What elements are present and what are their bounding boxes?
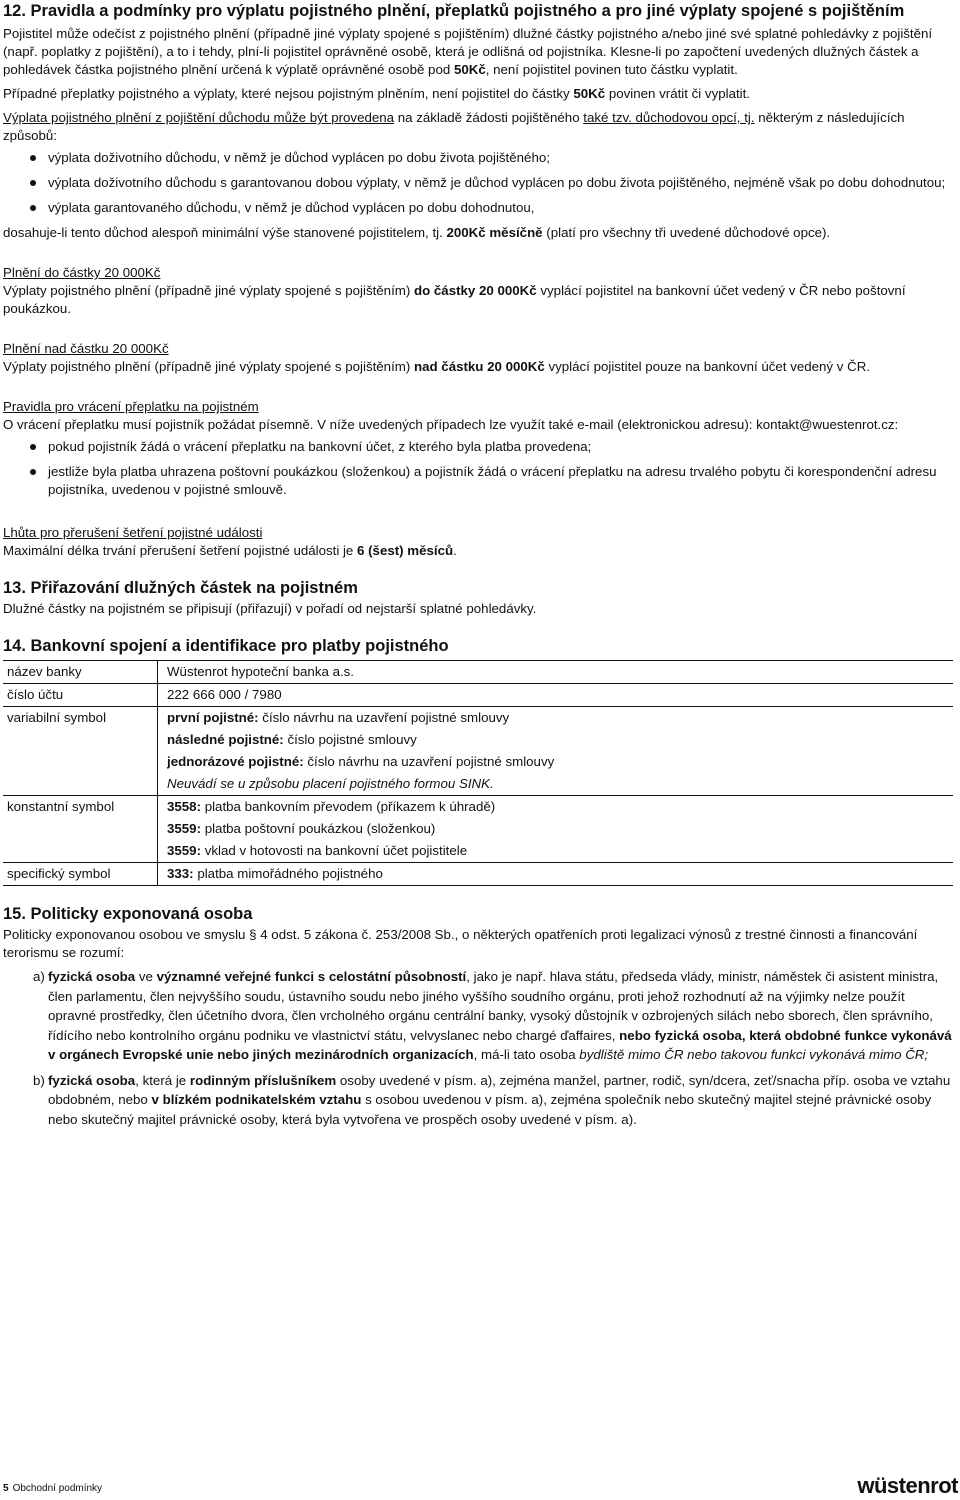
specific-symbol-label: specifický symbol [3, 863, 158, 886]
table-row [3, 684, 953, 707]
list-item: pokud pojistník žádá o vrácení přeplatku na bankovní účet, z kterého byla platba provedena; [3, 438, 955, 456]
sec12-paragraph-4: dosahuje-li tento důchod alespoň minimální výše stanovené pojistitelem, tj. 200Kč měsíčně (platí pro všechny tři uvedené důchodové opce). [3, 225, 831, 240]
subsection-text-interruption: Maximální délka trvání přerušení šetření pojistné události je 6 (šest) měsíců. [3, 543, 457, 558]
document-name: Obchodní podmínky [12, 1483, 103, 1494]
sink-note: Neuvádí se u způsobu placení pojistného formou SINK. [167, 776, 494, 791]
list-item: b) fyzická osoba, která je rodinným příslušníkem osoby uvedené v písm. a), zejména manžel, partner, rodič, syn/dcera, zeť/snacha příp. osoba ve vztahu obdobném, nebo v blízkém podnikatelském vztahu s osobou uvedenou v písm. a), zejména společník nebo skutečný majitel stejné právnické osoby nebo skutečný majitel právnické osoby, která byla vytvořena ve prospěch osoby uvedené v písm. a). [33, 1072, 951, 1127]
list-item: výplata doživotního důchodu s garantovanou dobou výplaty, v němž je důchod vyplácen po dobu života pojištěného, nejméně však po dobu dohodnutou; [3, 174, 955, 192]
wuestenrot-logo: wüstenrot [857, 1473, 958, 1498]
section-12-title: 12. Pravidla a podmínky pro výplatu pojistného plnění, přeplatků pojistného a pro jiné výplaty spojené s pojištěním [3, 2, 905, 20]
overpayment-list [3, 438, 955, 499]
document-page [3, 0, 955, 1135]
list-item: jestliže byla platba uhrazena poštovní poukázkou (složenkou) a pojistník žádá o vrácení přeplatku na adresu trvalého pobytu či korespondenční adresu pojistníka, uvedenou v pojistné smlouvě. [3, 463, 955, 499]
page-footer [3, 1483, 102, 1495]
table-row: variabilní symbol první pojistné: číslo návrhu na uzavření pojistné smlouvy [3, 707, 953, 730]
bank-name-value: Wüstenrot hypoteční banka a.s. [158, 661, 954, 684]
list-item: výplata doživotního důchodu, v němž je důchod vyplácen po dobu života pojištěného; [3, 149, 955, 167]
sec15-intro: Politicky exponovanou osobou ve smyslu § 4 odst. 5 zákona č. 253/2008 Sb., o některých opatřeních proti legalizaci výnosů z trestné činnosti a financování terorismu se rozumí: [3, 927, 918, 960]
sec13-text: Dlužné částky na pojistném se připisují (přiřazují) v pořadí od nejstarší splatné pohledávky. [3, 601, 537, 616]
subsection-title-interruption: Lhůta pro přerušení šetření pojistné události [3, 525, 263, 540]
variable-symbol-label: variabilní symbol [3, 707, 158, 730]
sec12-paragraph-3: Výplata pojistného plnění z pojištění důchodu může být provedena na základě žádosti pojištěného také tzv. důchodovou opcí, tj. některým z následujících způsobů: [3, 110, 905, 143]
bank-details-table [3, 660, 953, 886]
bank-name-label: název banky [3, 661, 158, 684]
subsection-text-over-20000: Výplaty pojistného plnění (případně jiné výplaty spojené s pojištěním) nad částku 20 000Kč vyplácí pojistitel pouze na bankovní účet vedený v ČR. [3, 359, 871, 374]
subsection-title-over-20000: Plnění nad částku 20 000Kč [3, 341, 169, 356]
section-15-title: 15. Politicky exponovaná osoba [3, 905, 253, 923]
table-row: jednorázové pojistné: číslo návrhu na uzavření pojistné smlouvy [3, 751, 953, 773]
table-row [3, 773, 953, 796]
table-row: následné pojistné: číslo pojistné smlouvy [3, 729, 953, 751]
table-row: specifický symbol 333: platba mimořádného pojistného [3, 863, 953, 886]
list-item: a) fyzická osoba ve významné veřejné funkci s celostátní působností, jako je např. hlava státu, předseda vlády, ministr, náměstek či asistent ministra, člen parlamentu, člen nejvyššího soudu, ústavního soudu nebo jiného vyššího soudního orgánu, proti jehož rozhodnutí až na výjimky nelze použít opravné prostředky, člen účetního dvora, člen vrcholného orgánu centrální banky, vysoký důstojník v ozbrojených silách nebo sborech, člen správního, řídícího nebo kontrolního orgánu podniku ve vlastnictví státu, velvyslanec nebo chargé ďaffaires, nebo fyzická osoba, která obdobné funkce vykonává v orgánech Evropské unie nebo jiných mezinárodních organizacích, má-li tato osoba bydliště mimo ČR nebo takovou funkci vykonává mimo ČR; [33, 969, 952, 1062]
table-row: konstantní symbol 3558: platba bankovním převodem (příkazem k úhradě) [3, 796, 953, 819]
table-row: 3559: platba poštovní poukázkou (složenkou) [3, 818, 953, 840]
account-number-label: číslo účtu [3, 684, 158, 707]
list-item: výplata garantovaného důchodu, v němž je důchod vyplácen po dobu dohodnutou, [3, 199, 955, 217]
pep-definition-list [3, 967, 955, 1129]
constant-symbol-label: konstantní symbol [3, 796, 158, 819]
subsection-title-overpayment: Pravidla pro vrácení přeplatku na pojistném [3, 399, 259, 414]
subsection-text-overpayment: O vrácení přeplatku musí pojistník požádat písemně. V níže uvedených případech lze využít také e-mail (elektronickou adresu): kontakt@wuestenrot.cz: [3, 417, 899, 432]
account-number-value: 222 666 000 / 7980 [158, 684, 954, 707]
pension-options-list [3, 149, 955, 217]
section-14-title: 14. Bankovní spojení a identifikace pro platby pojistného [3, 637, 449, 655]
table-row: 3559: vklad v hotovosti na bankovní účet pojistitele [3, 840, 953, 863]
subsection-title-up-to-20000: Plnění do částky 20 000Kč [3, 265, 161, 280]
section-13-title: 13. Přiřazování dlužných částek na pojistném [3, 579, 358, 597]
table-row [3, 661, 953, 684]
page-number: 5 [3, 1483, 9, 1494]
sec12-paragraph-1: Pojistitel může odečíst z pojistného plnění (případně jiné výplaty spojené s pojištěním) dlužné částky pojistného a/nebo jiné své splatné pohledávky z pojištění (např. poplatky z pojištění), a to i tehdy, plní-li pojistitel oprávněné osobě, která je odlišná od pojistníka. Klesne-li po započtení uvedených dlužných částek a pohledávek částka pojistného plnění určená k výplatě oprávněné osobě pod 50Kč, není pojistitel povinen tuto částku vyplatit. [3, 26, 933, 77]
subsection-text-up-to-20000: Výplaty pojistného plnění (případně jiné výplaty spojené s pojištěním) do částky 20 000Kč vyplácí pojistitel na bankovní účet vedený v ČR nebo poštovní poukázkou. [3, 283, 906, 316]
sec12-paragraph-2: Případné přeplatky pojistného a výplaty, které nejsou pojistným plněním, není pojistitel do částky 50Kč povinen vrátit či vyplatit. [3, 86, 751, 101]
